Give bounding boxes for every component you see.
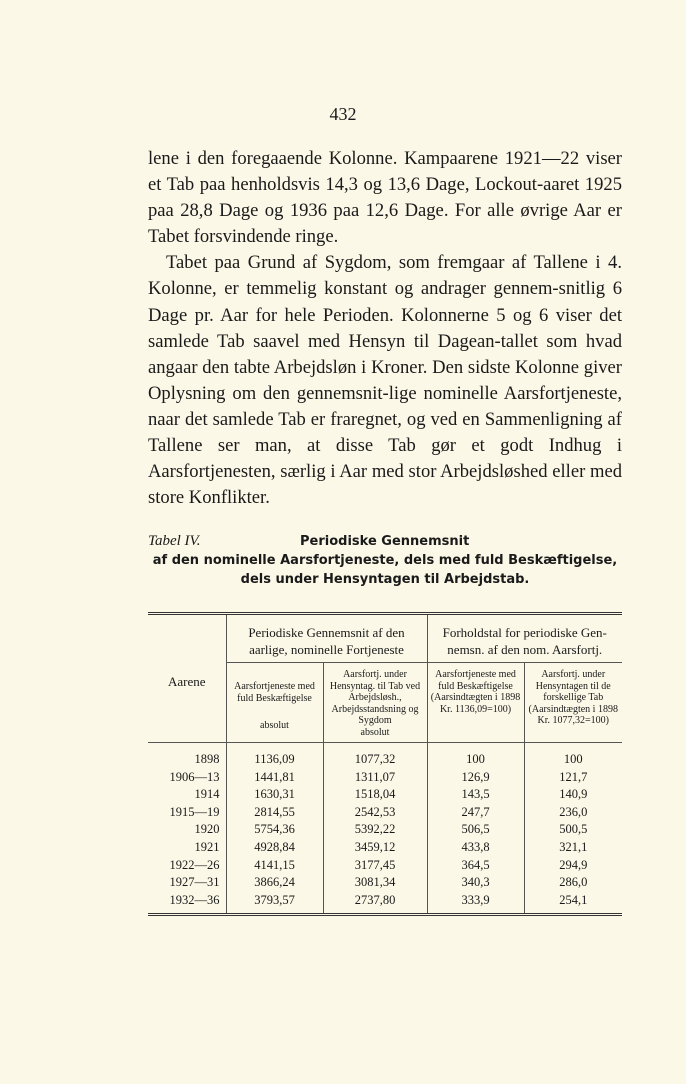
cell-c4: 321,1 <box>559 839 588 854</box>
cell-c2: 3459,12 <box>323 839 427 857</box>
cell-c1: 3866,24 <box>226 874 323 892</box>
col-header-1-foot: absolut <box>260 720 289 731</box>
cell-c1: 1630,31 <box>226 786 323 804</box>
cell-c4: 121,7 <box>559 769 588 784</box>
col-header-3-foot: Kr. 1136,09=100) <box>439 703 512 715</box>
cell-c4: 254,1 <box>559 892 588 907</box>
cell-c1: 1136,09 <box>226 743 323 769</box>
cell-c4: 100 <box>563 752 583 766</box>
col-header-3 <box>427 663 524 743</box>
col-header-1-text: Aarsfortjeneste med fuld Beskæftigelse <box>234 681 315 704</box>
cell-c1: 4141,15 <box>226 857 323 875</box>
year-cell: 1898 <box>148 743 226 769</box>
col-header-1 <box>226 663 323 743</box>
year-cell: 1927—31 <box>148 874 226 892</box>
paragraph-2: Tabet paa Grund af Sygdom, som fremgaar af Tallene i 4. Kolonne, er temmelig konstant og andrager gennem-snitlig 6 Dage pr. Aar for hele Perioden. Kolonnerne 5 og 6 viser det samlede Tab saavel med Hensyn til Dagean-tallet som hvad angaar den tabte Arbejdsløn i Kroner. Den sidste Kolonne giver Oplysning om den gennemsnit-lige nominelle Aarsfortjeneste, naar det samlede Tab er fraregnet, og ved en Sammenligning af Tallene ser man, at disse Tab gør et godt Indhug i Aarsfortjenesten, særlig i Aar med stor Arbejdsløshed eller med store Konflikter. <box>148 252 622 509</box>
cell-c2: 5392,22 <box>323 821 427 839</box>
col-header-3-text: Aarsfortjeneste med fuld Beskæftigelse (Aarsindtægten i 1898 <box>430 669 521 703</box>
cell-c3: 506,5 <box>427 821 524 839</box>
table-row <box>148 839 622 857</box>
year-cell: 1920 <box>148 821 226 839</box>
table-subtitle-2: dels under Hensyntagen til Arbejdstab. <box>240 572 530 587</box>
cell-c1: 2814,55 <box>226 804 323 822</box>
cell-c3: 247,7 <box>427 804 524 822</box>
table-row <box>148 857 622 875</box>
cell-c2: 1077,32 <box>323 743 427 769</box>
cell-c4: 500,5 <box>559 822 588 837</box>
table-title: Periodiske Gennemsnit <box>300 534 470 549</box>
col-header-4 <box>524 663 622 743</box>
year-cell: 1921 <box>148 839 226 857</box>
row-header-aarene: Aarene <box>148 615 226 743</box>
cell-c4: 286,0 <box>559 875 588 890</box>
table-subtitle-1: af den nominelle Aarsfortjeneste, dels med fuld Beskæftigelse, <box>152 553 618 568</box>
cell-c1: 5754,36 <box>226 821 323 839</box>
col-header-2-text: Aarsfortj. under Hensyntag. til Tab ved Arbejdsløsh., Arbejdsstandsning og Sygdom <box>329 669 421 726</box>
cell-c3: 340,3 <box>427 874 524 892</box>
cell-c2: 3081,34 <box>323 874 427 892</box>
cell-c3: 100 <box>427 743 524 769</box>
year-cell: 1914 <box>148 786 226 804</box>
col-header-4-text: Aarsfortj. under Hensyntagen til de forskellige Tab (Aarsindtægten i 1898 <box>528 669 618 715</box>
cell-c1: 4928,84 <box>226 839 323 857</box>
table-row <box>148 769 622 787</box>
col-header-2 <box>323 663 427 743</box>
table-label: Tabel IV. <box>148 533 201 549</box>
cell-c3: 364,5 <box>427 857 524 875</box>
cell-c2: 2542,53 <box>323 804 427 822</box>
data-table <box>148 612 622 916</box>
table-row <box>148 786 622 804</box>
cell-c2: 1311,07 <box>323 769 427 787</box>
cell-c2: 2737,80 <box>323 892 427 914</box>
cell-c4: 236,0 <box>559 804 588 819</box>
cell-c2: 3177,45 <box>323 857 427 875</box>
year-cell: 1922—26 <box>148 857 226 875</box>
group-header-1: Periodiske Gennemsnit af den aarlige, nominelle Fortjeneste <box>226 615 427 663</box>
table-row <box>148 821 622 839</box>
paragraph-1: lene i den foregaaende Kolonne. Kampaarene 1921—22 viser et Tab paa henholdsvis 14,3 og 13,6 Dage, Lockout-aaret 1925 paa 28,8 Dage og 1936 paa 12,6 Dage. For alle øvrige Aar er Tabet forsvindende ringe. <box>148 148 622 248</box>
year-cell: 1915—19 <box>148 804 226 822</box>
table-row <box>148 743 622 769</box>
cell-c3: 126,9 <box>427 769 524 787</box>
col-header-2-foot: absolut <box>360 726 390 738</box>
table-caption <box>148 533 622 587</box>
group-header-2: Forholdstal for periodiske Gen-nemsn. af den nom. Aarsfortj. <box>427 615 622 663</box>
year-cell: 1932—36 <box>148 892 226 914</box>
col-header-4-foot: Kr. 1077,32=100) <box>537 715 609 726</box>
body-text <box>148 146 622 511</box>
table-row <box>148 874 622 892</box>
cell-c4: 140,9 <box>559 787 588 802</box>
cell-c3: 143,5 <box>427 786 524 804</box>
cell-c4: 294,9 <box>559 857 588 872</box>
cell-c2: 1518,04 <box>323 786 427 804</box>
cell-c1: 1441,81 <box>226 769 323 787</box>
cell-c1: 3793,57 <box>226 892 323 914</box>
page-number: 432 <box>329 104 357 124</box>
table-row <box>148 892 622 914</box>
year-cell: 1906—13 <box>148 769 226 787</box>
table-row <box>148 804 622 822</box>
cell-c3: 333,9 <box>427 892 524 914</box>
cell-c3: 433,8 <box>427 839 524 857</box>
